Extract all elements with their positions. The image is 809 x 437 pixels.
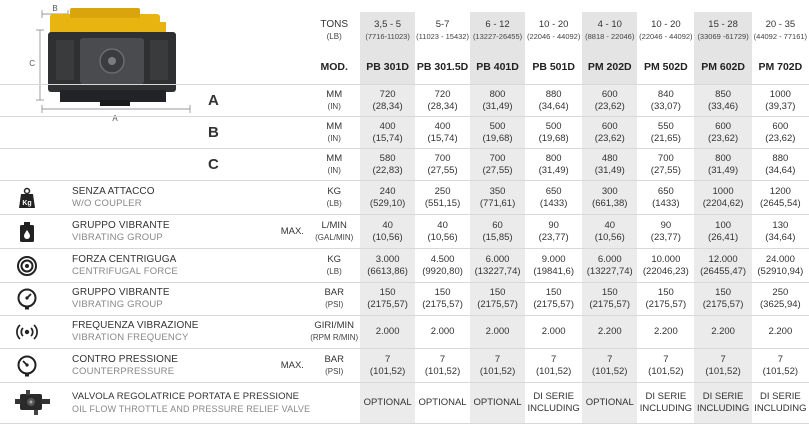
value-cell: 7 (101,52)	[415, 349, 470, 383]
tons-cell: 10 - 20 (22046 - 44092)	[637, 12, 694, 50]
value-cell: 250 (3625,94)	[752, 283, 809, 316]
value-cell: OPTIONAL	[582, 383, 637, 424]
value-cell: 240 (529,10)	[360, 181, 415, 215]
tons-label: TONS	[320, 19, 349, 30]
value-cell: OPTIONAL	[470, 383, 525, 424]
value-cell: 10.000 (22046,23)	[637, 249, 694, 283]
spec-label-it: GRUPPO VIBRANTE	[72, 219, 170, 231]
value-cell: 7 (101,52)	[525, 349, 582, 383]
spec-label-en: OIL FLOW THROTTLE AND PRESSURE RELIEF VALVE	[72, 404, 311, 414]
spec-row-pressure	[0, 283, 809, 316]
model-name: PB 301D	[360, 50, 415, 85]
spec-label-it: GRUPPO VIBRANTE	[72, 287, 170, 298]
mod-label: MOD.	[308, 50, 360, 85]
value-cell: 500 (19,68)	[525, 117, 582, 149]
value-cell: 6.000 (13227,74)	[582, 249, 637, 283]
max-label: MAX.	[276, 215, 308, 249]
tons-unit-cell	[308, 12, 360, 50]
model-name: PM 502D	[637, 50, 694, 85]
dimension-label-a: A	[112, 114, 118, 123]
value-cell: 600 (23,62)	[752, 117, 809, 149]
dimension-row-c	[0, 149, 809, 181]
value-cell: 700 (27,55)	[637, 149, 694, 181]
value-cell: 6.000 (13227,74)	[470, 249, 525, 283]
spiral-force-icon	[16, 255, 38, 277]
value-cell: 880 (34,64)	[752, 149, 809, 181]
dimension-row-b	[0, 117, 809, 149]
tons-cell: 4 - 10 (8818 - 22046)	[582, 12, 637, 50]
value-cell: 150 (2175,57)	[525, 283, 582, 316]
value-cell: DI SERIE INCLUDING	[525, 383, 582, 424]
value-cell: 250 (551,15)	[415, 181, 470, 215]
value-cell: 2.000	[525, 316, 582, 349]
value-cell: OPTIONAL	[360, 383, 415, 424]
value-cell: 2.200	[637, 316, 694, 349]
tons-cell: 15 - 28 (33069 -61729)	[694, 12, 751, 50]
value-cell: 150 (2175,57)	[360, 283, 415, 316]
value-cell: 720 (28,34)	[360, 85, 415, 117]
unit-cell: MM (IN)	[308, 117, 360, 149]
unit-cell: BAR (PSI)	[308, 283, 360, 316]
value-cell: 700 (27,55)	[470, 149, 525, 181]
tons-cell: 10 - 20 (22046 - 44092)	[525, 12, 582, 50]
dimension-label-c: C	[29, 59, 35, 68]
oil-can-icon	[16, 221, 38, 243]
value-cell: 2.200	[582, 316, 637, 349]
value-cell: 600 (23,62)	[582, 85, 637, 117]
value-cell: 4.500 (9920,80)	[415, 249, 470, 283]
dimension-letter: A	[54, 85, 276, 117]
value-cell: 400 (15,74)	[360, 117, 415, 149]
spec-label-en: VIBRATION FREQUENCY	[72, 332, 189, 343]
spec-label-it: CONTRO PRESSIONE	[72, 353, 179, 365]
value-cell: 60 (15,85)	[470, 215, 525, 249]
value-cell: 7 (101,52)	[637, 349, 694, 383]
value-cell: 480 (31,49)	[582, 149, 637, 181]
value-cell: 880 (34,64)	[525, 85, 582, 117]
unit-cell: MM (IN)	[308, 85, 360, 117]
value-cell: 580 (22,83)	[360, 149, 415, 181]
spec-label-en: VIBRATING GROUP	[72, 299, 163, 310]
value-cell: 100 (26,41)	[694, 215, 751, 249]
model-name: PM 702D	[752, 50, 809, 85]
value-cell: 7 (101,52)	[752, 349, 809, 383]
value-cell: 500 (19,68)	[470, 117, 525, 149]
value-cell: 2.000	[415, 316, 470, 349]
value-cell: 2.200	[694, 316, 751, 349]
model-name: PB 401D	[470, 50, 525, 85]
value-cell: 650 (1433)	[637, 181, 694, 215]
unit-cell: GIRI/MIN (RPM R/MIN)	[308, 316, 360, 349]
value-cell: 700 (27,55)	[415, 149, 470, 181]
pressure-gauge-icon	[16, 288, 38, 310]
dimension-letter: C	[54, 149, 276, 181]
value-cell: 800 (31,49)	[525, 149, 582, 181]
value-cell: 400 (15,74)	[415, 117, 470, 149]
value-cell: 2.000	[360, 316, 415, 349]
spec-row-centrifugal-force	[0, 249, 809, 283]
value-cell: 850 (33,46)	[694, 85, 751, 117]
value-cell: 150 (2175,57)	[637, 283, 694, 316]
value-cell: 300 (661,38)	[582, 181, 637, 215]
value-cell: 24.000 (52910,94)	[752, 249, 809, 283]
value-cell: 2.000	[470, 316, 525, 349]
model-name: PM 202D	[582, 50, 637, 85]
max-label: MAX.	[276, 349, 308, 383]
value-cell: 40 (10,56)	[415, 215, 470, 249]
dimension-label-b: B	[52, 4, 58, 13]
value-cell: 130 (34,64)	[752, 215, 809, 249]
spec-row-weight	[0, 181, 809, 215]
value-cell: 1200 (2645,54)	[752, 181, 809, 215]
model-name: PM 602D	[694, 50, 751, 85]
unit-cell: L/MIN (GAL/MIN)	[308, 215, 360, 249]
spec-row-frequency	[0, 316, 809, 349]
value-cell: 40 (10,56)	[582, 215, 637, 249]
value-cell: DI SERIE INCLUDING	[752, 383, 809, 424]
value-cell: 150 (2175,57)	[582, 283, 637, 316]
tons-cell: 5-7 (11023 - 15432)	[415, 12, 470, 50]
tons-cell: 20 - 35 (44092 - 77161)	[752, 12, 809, 50]
spec-label-en: COUNTERPRESSURE	[72, 365, 175, 377]
kg-weight-icon	[16, 187, 38, 209]
value-cell: 7 (101,52)	[470, 349, 525, 383]
value-cell: 150 (2175,57)	[694, 283, 751, 316]
spec-label-it: VALVOLA REGOLATRICE PORTATA E PRESSIONE	[72, 391, 300, 402]
value-cell: OPTIONAL	[415, 383, 470, 424]
valve-icon	[14, 390, 54, 416]
value-cell: 2.200	[752, 316, 809, 349]
spec-row-flow	[0, 215, 809, 249]
unit-cell: MM (IN)	[308, 149, 360, 181]
vibration-frequency-icon	[16, 321, 38, 343]
value-cell: 150 (2175,57)	[415, 283, 470, 316]
value-cell: 1000 (39,37)	[752, 85, 809, 117]
value-cell: 40 (10,56)	[360, 215, 415, 249]
spec-row-counterpressure	[0, 349, 809, 383]
max-label	[276, 283, 308, 316]
spec-label-en: CENTRIFUGAL FORCE	[72, 265, 178, 277]
counterpressure-gauge-icon	[16, 355, 38, 377]
value-cell: 600 (23,62)	[582, 117, 637, 149]
value-cell: 800 (31,49)	[694, 149, 751, 181]
value-cell: 600 (23,62)	[694, 117, 751, 149]
value-cell: 720 (28,34)	[415, 85, 470, 117]
tons-cell: 6 - 12 (13227-26455)	[470, 12, 525, 50]
value-cell: 7 (101,52)	[582, 349, 637, 383]
spec-label-it: FREQUENZA VIBRAZIONE	[72, 320, 199, 331]
spec-label-it: FORZA CENTRIGUGA	[72, 253, 177, 265]
unit-cell: KG (LB)	[308, 181, 360, 215]
value-cell: 840 (33,07)	[637, 85, 694, 117]
max-label	[276, 316, 308, 349]
model-name: PB 301.5D	[415, 50, 470, 85]
value-cell: 150 (2175,57)	[470, 283, 525, 316]
value-cell: 550 (21,65)	[637, 117, 694, 149]
value-cell: DI SERIE INCLUDING	[694, 383, 751, 424]
unit-cell: BAR (PSI)	[308, 349, 360, 383]
spec-label-it: SENZA ATTACCO	[72, 185, 155, 197]
value-cell: DI SERIE INCLUDING	[637, 383, 694, 424]
dimension-row-a	[0, 85, 809, 117]
value-cell: 800 (31,49)	[470, 85, 525, 117]
tons-unit: (LB)	[326, 32, 342, 41]
tons-cell: 3,5 - 5 (7716-11023)	[360, 12, 415, 50]
value-cell: 7 (101,52)	[694, 349, 751, 383]
max-label	[276, 249, 308, 283]
value-cell: 1000 (2204,62)	[694, 181, 751, 215]
dimension-letter: B	[54, 117, 276, 149]
spec-row-valve	[0, 383, 809, 424]
value-cell: 9.000 (19841,6)	[525, 249, 582, 283]
model-name: PB 501D	[525, 50, 582, 85]
value-cell: 3.000 (6613,86)	[360, 249, 415, 283]
spec-label-en: W/O COUPLER	[72, 197, 142, 209]
spec-label-en: VIBRATING GROUP	[72, 231, 163, 243]
value-cell: 7 (101,52)	[360, 349, 415, 383]
tons-row	[0, 12, 809, 50]
model-row	[0, 50, 809, 85]
svg-text:Kg: Kg	[22, 199, 32, 207]
value-cell: 90 (23,77)	[525, 215, 582, 249]
max-label	[276, 181, 308, 215]
specification-table	[0, 12, 809, 424]
value-cell: 90 (23,77)	[637, 215, 694, 249]
unit-cell: KG (LB)	[308, 249, 360, 283]
value-cell: 12.000 (26455,47)	[694, 249, 751, 283]
value-cell: 350 (771,61)	[470, 181, 525, 215]
value-cell: 650 (1433)	[525, 181, 582, 215]
